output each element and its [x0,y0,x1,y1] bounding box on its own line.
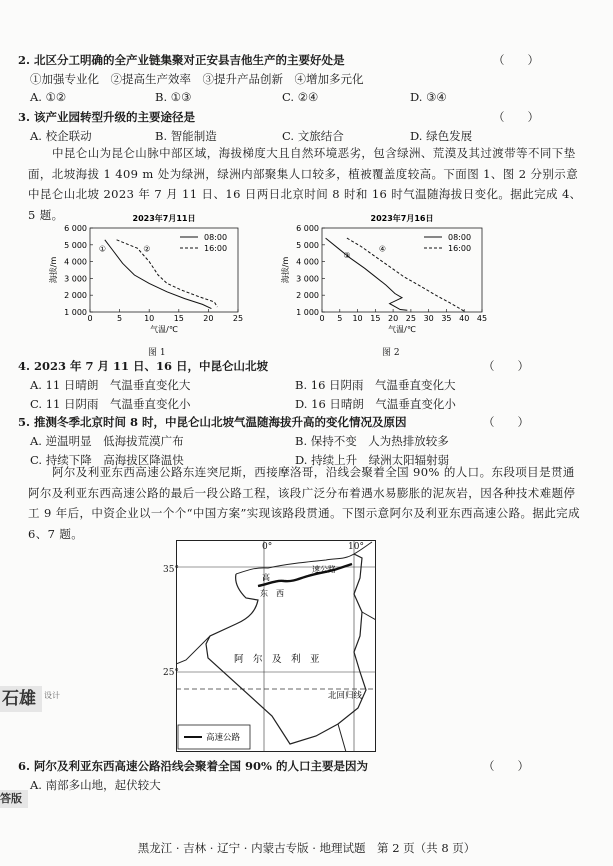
curve-marker: ② [143,244,151,254]
q2-items: ①加强专业化 ②提高生产效率 ③提升产品创新 ④增加多元化 [30,72,364,86]
q2-option-b: B. ①③ [155,90,192,104]
x-tick-label: 25 [405,314,416,323]
x-tick-label: 30 [423,314,434,323]
q3-option-d: D. 绿色发展 [410,129,473,143]
q5-option-c: C. 持续下降 高海拔区降温快 [30,453,184,467]
x-axis-label: 气温/℃ [388,325,416,334]
q2-option-a: A. ①② [30,90,67,104]
q5-option-a: A. 逆温明显 低海拔荒漠广布 [30,434,184,448]
hw-label-east: 速公路 [312,565,336,574]
legend-label: 08:00 [448,233,472,242]
y-tick-label: 6 000 [64,224,87,233]
y-tick-label: 5 000 [64,240,87,250]
q2-stem: 2. 北区分工明确的全产业链集聚对正安县吉他生产的主要好处是 [18,53,345,67]
y-tick-label: 4 000 [296,257,319,267]
q3-option-b: B. 智能制造 [155,129,217,143]
q3-answer-paren: （ ） [493,110,539,124]
y-tick-label: 6 000 [296,224,319,233]
y-tick-label: 3 000 [296,274,319,284]
chart-fig1 [48,212,248,334]
q6-answer-paren: （ ） [483,759,529,773]
x-tick-label: 10 [144,314,155,323]
x-tick-label: 20 [203,314,214,323]
q5-stem: 5. 推测冬季北京时间 8 时，中昆仑山北坡气温随海拔升高的变化情况及原因 [18,415,407,429]
q3-option-c: C. 文旅结合 [282,129,344,143]
fig2-caption: 图 2 [382,348,400,358]
y-tick-label: 3 000 [64,274,87,284]
passage-kunlun: 中昆仑山为昆仑山脉中部区域，海拔梯度大且自然环境恶劣，包含绿洲、荒漠及其过渡带等不同下垫面，北坡海拔 1 409 m 处为绿洲，绿洲内部聚集人口较多，植被覆盖度较高。下面图 1、图 2 分别示意中昆仑山北坡 2023 年 7 月 11 日、16 日两日北京时间 8 时和 16 时气温随海拔日变化。据此完成 4、5 题。 [28,146,582,222]
country-label: 阿 尔 及 利 亚 [234,654,320,665]
lon-0-label: 0° [262,542,273,552]
x-tick-label: 40 [459,314,470,323]
x-tick-label: 0 [87,314,93,323]
x-tick-label: 35 [441,314,452,323]
y-tick-label: 2 000 [296,291,319,301]
q4-stem: 4. 2023 年 7 月 11 日、16 日，中昆仑山北坡 [18,359,269,373]
edge-tab: 答版 [0,790,28,808]
lat-35-label: 35° [163,565,179,575]
curve-marker: ④ [378,244,387,254]
legend-label: 16:00 [448,244,472,253]
x-tick-label: 15 [370,314,381,323]
y-tick-label: 1 000 [64,308,87,317]
chart-title: 2023年7月11日 [132,214,196,223]
chart-title: 2023年7月16日 [370,214,434,223]
fig1-caption: 图 1 [148,348,166,358]
x-tick-label: 0 [319,314,325,323]
y-tick-label: 1 000 [296,308,319,317]
y-tick-label: 4 000 [64,257,87,267]
q2-option-c: C. ②④ [282,90,319,104]
series-line-1600 [347,238,464,311]
y-axis-label: 海拔/m [281,256,290,284]
y-axis-label: 海拔/m [49,256,58,284]
page-footer: 黑龙江 · 吉林 · 辽宁 · 内蒙古专版 · 地理试题 第 2 页（共 8 页） [137,841,476,855]
q4-option-a: A. 11 日晴朗 气温垂直变化大 [30,378,191,392]
map-algeria [176,540,376,752]
x-tick-label: 15 [173,314,184,323]
q2-answer-paren: （ ） [493,53,539,67]
x-tick-label: 5 [117,314,123,323]
y-tick-label: 2 000 [64,291,87,301]
q4-answer-paren: （ ） [483,359,529,373]
chart-fig2 [280,212,492,334]
hw-label-west: 东 西 [260,589,284,598]
lon-10-label: 10° [348,542,364,552]
q6-option-a: A. 南部多山地，起伏较大 [30,778,161,792]
edge-logo-sub: 设计 [44,691,60,700]
edge-logo: 石雄 [0,686,42,712]
q5-answer-paren: （ ） [483,415,529,429]
tropic-label: 北回归线 [328,691,363,701]
q4-option-c: C. 11 日阴雨 气温垂直变化小 [30,397,191,411]
q6-stem: 6. 阿尔及利亚东西高速公路沿线会聚着全国 90% 的人口主要是因为 [18,759,368,773]
y-tick-label: 5 000 [296,240,319,250]
hw-label-mid: 高 [262,573,270,582]
q4-option-b: B. 16 日阴雨 气温垂直变化大 [295,378,456,392]
q5-option-b: B. 保持不变 人为热排放较多 [295,434,449,448]
q3-option-a: A. 校企联动 [30,129,92,143]
curve-marker: ③ [343,251,351,261]
legend-label: 08:00 [204,233,228,242]
q4-option-d: D. 16 日晴朗 气温垂直变化小 [295,397,456,411]
lat-25-label: 25° [163,668,179,678]
x-tick-label: 45 [476,314,488,323]
x-tick-label: 20 [388,314,399,323]
legend-label: 16:00 [204,244,228,253]
x-tick-label: 10 [352,314,363,323]
q2-option-d: D. ③④ [410,90,447,104]
curve-marker: ① [98,244,107,254]
q3-stem: 3. 该产业园转型升级的主要途径是 [18,110,196,124]
passage-algeria: 阿尔及利亚东西高速公路东连突尼斯，西接摩洛哥，沿线会聚着全国 90% 的人口。东段项目是贯通阿尔及利亚东西高速公路的最后一段公路工程，该段广泛分布着遇水易膨胀的泥灰岩，因各种技术难题停工 9 年后，中资企业以一个个“中国方案”实现该路段贯通。下图示意阿尔及利亚东西高速公路。据此完成 6、7 题。 [28,465,580,541]
q5-option-d: D. 持续上升 绿洲太阳辐射弱 [295,453,450,467]
x-axis-label: 气温/℃ [150,325,178,334]
series-line-0800 [326,238,408,310]
series-line-1600 [117,240,218,307]
legend-highway-label: 高速公路 [206,733,241,743]
x-tick-label: 25 [232,314,244,323]
x-tick-label: 5 [337,314,343,323]
